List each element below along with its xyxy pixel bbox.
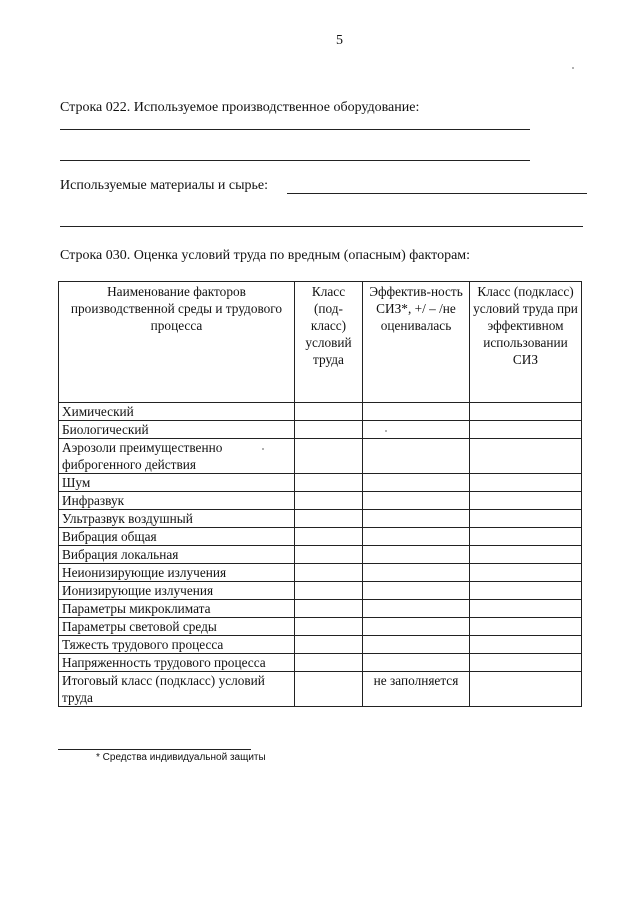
class-cell — [295, 474, 363, 492]
ppe-effectiveness-cell — [363, 510, 470, 528]
table-row — [59, 618, 582, 636]
class-with-ppe-cell — [470, 528, 582, 546]
line-030-label: Строка 030. Оценка условий труда по вредным (опасным) факторам: — [60, 248, 471, 263]
factor-name-cell: Параметры микроклимата — [59, 600, 295, 618]
table-row — [59, 421, 582, 439]
class-cell — [295, 510, 363, 528]
class-cell — [295, 672, 363, 707]
ppe-effectiveness-cell — [363, 600, 470, 618]
class-cell — [295, 654, 363, 672]
hazard-factors-table — [58, 281, 582, 707]
materials-fill-line-2 — [60, 226, 583, 227]
class-cell — [295, 528, 363, 546]
table-row — [59, 510, 582, 528]
class-with-ppe-cell — [470, 403, 582, 421]
class-with-ppe-cell — [470, 672, 582, 707]
factor-name-cell: Итоговый класс (подкласс) условий труда — [59, 672, 295, 707]
factor-name-cell: Вибрация общая — [59, 528, 295, 546]
factor-name-cell: Биологический — [59, 421, 295, 439]
class-with-ppe-cell — [470, 492, 582, 510]
table-row — [59, 439, 582, 474]
ppe-effectiveness-cell — [363, 546, 470, 564]
class-with-ppe-cell — [470, 564, 582, 582]
page-number: 5 — [336, 33, 343, 48]
header-ppe-effectiveness: Эффектив-ность СИЗ*, +/ – /не оценивалась — [363, 282, 470, 403]
materials-label: Используемые материалы и сырье: — [60, 178, 269, 193]
table-row — [59, 403, 582, 421]
class-with-ppe-cell — [470, 636, 582, 654]
table-row — [59, 546, 582, 564]
class-cell — [295, 600, 363, 618]
ppe-effectiveness-cell — [363, 582, 470, 600]
factor-name-cell: Ионизирующие излучения — [59, 582, 295, 600]
ppe-effectiveness-cell — [363, 654, 470, 672]
class-cell — [295, 582, 363, 600]
header-factor-name: Наименование факторов производственной среды и трудового процесса — [59, 282, 295, 403]
class-with-ppe-cell — [470, 600, 582, 618]
class-cell — [295, 492, 363, 510]
factor-name-cell: Аэрозоли преимущественно фиброгенного действия — [59, 439, 295, 474]
factor-name-cell: Шум — [59, 474, 295, 492]
factor-name-cell: Неионизирующие излучения — [59, 564, 295, 582]
factor-name-cell: Ультразвук воздушный — [59, 510, 295, 528]
line-022-label: Строка 022. Используемое производственное оборудование: — [60, 100, 420, 115]
class-with-ppe-cell — [470, 546, 582, 564]
ppe-effectiveness-cell — [363, 618, 470, 636]
table-row — [59, 654, 582, 672]
table-row — [59, 492, 582, 510]
factor-name-cell: Вибрация локальная — [59, 546, 295, 564]
class-with-ppe-cell — [470, 510, 582, 528]
footnote: * Средства индивидуальной защиты — [96, 752, 266, 763]
ppe-effectiveness-cell — [363, 421, 470, 439]
factor-name-cell: Напряженность трудового процесса — [59, 654, 295, 672]
factor-name-cell: Химический — [59, 403, 295, 421]
table-row — [59, 636, 582, 654]
scan-speck — [572, 67, 574, 69]
class-cell — [295, 618, 363, 636]
class-with-ppe-cell — [470, 582, 582, 600]
factor-name-cell: Параметры световой среды — [59, 618, 295, 636]
header-class-with-ppe: Класс (подкласс) условий труда при эффективном использовании СИЗ — [470, 282, 582, 403]
class-cell — [295, 421, 363, 439]
table-row — [59, 528, 582, 546]
class-cell — [295, 564, 363, 582]
table-row — [59, 474, 582, 492]
class-cell — [295, 636, 363, 654]
class-with-ppe-cell — [470, 618, 582, 636]
footnote-rule — [58, 749, 251, 750]
equipment-fill-line-2 — [60, 160, 530, 161]
class-cell — [295, 403, 363, 421]
factor-name-cell: Инфразвук — [59, 492, 295, 510]
class-cell — [295, 546, 363, 564]
ppe-effectiveness-cell — [363, 403, 470, 421]
header-class: Класс (под-класс) условий труда — [295, 282, 363, 403]
ppe-effectiveness-cell — [363, 492, 470, 510]
ppe-effectiveness-cell — [363, 528, 470, 546]
class-with-ppe-cell — [470, 654, 582, 672]
table-row — [59, 672, 582, 707]
table-row — [59, 582, 582, 600]
table-row — [59, 564, 582, 582]
class-with-ppe-cell — [470, 439, 582, 474]
materials-fill-line-1 — [287, 193, 587, 194]
ppe-effectiveness-cell — [363, 439, 470, 474]
ppe-effectiveness-cell — [363, 564, 470, 582]
class-with-ppe-cell — [470, 421, 582, 439]
scan-speck — [385, 430, 387, 432]
table-row — [59, 600, 582, 618]
class-cell — [295, 439, 363, 474]
ppe-effectiveness-cell: не заполняется — [363, 672, 470, 707]
ppe-effectiveness-cell — [363, 636, 470, 654]
table-header-row — [59, 282, 582, 403]
factor-name-cell: Тяжесть трудового процесса — [59, 636, 295, 654]
class-with-ppe-cell — [470, 474, 582, 492]
scan-speck — [262, 448, 264, 450]
ppe-effectiveness-cell — [363, 474, 470, 492]
equipment-fill-line-1 — [60, 129, 530, 130]
